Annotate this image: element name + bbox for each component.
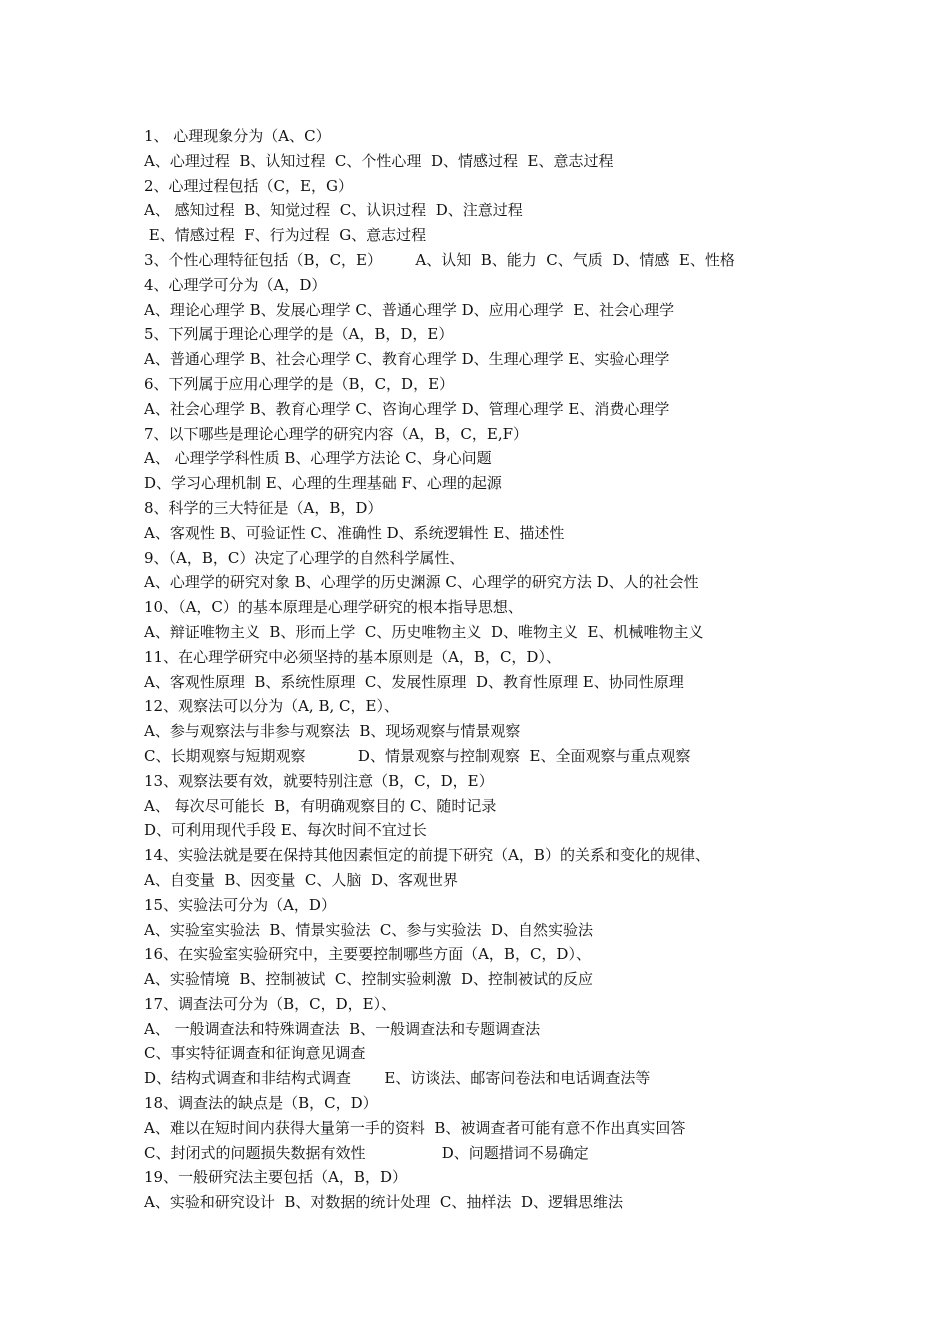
document-line: A、实验和研究设计 B、对数据的统计处理 C、抽样法 D、逻辑思维法 bbox=[144, 1193, 623, 1212]
document-line: A、客观性原理 B、系统性原理 C、发展性原理 D、教育性原理 E、协同性原理 bbox=[144, 672, 684, 691]
document-line: A、社会心理学 B、教育心理学 C、咨询心理学 D、管理心理学 E、消费心理学 bbox=[144, 399, 670, 418]
document-line: 2、心理过程包括（C，E，G） bbox=[144, 176, 353, 195]
document-line: A、实验情境 B、控制被试 C、控制实验刺激 D、控制被试的反应 bbox=[144, 970, 593, 989]
document-line: A、参与观察法与非参与观察法 B、现场观察与情景观察 bbox=[144, 722, 521, 741]
document-line: 13、观察法要有效，就要特别注意（B，C，D，E） bbox=[144, 771, 494, 790]
document-line: 10、（A，C）的基本原理是心理学研究的根本指导思想、 bbox=[144, 598, 523, 617]
document-line: D、可利用现代手段 E、每次时间不宜过长 bbox=[144, 821, 427, 840]
document-line: 12、观察法可以分为（A, B, C，E）、 bbox=[144, 697, 399, 716]
document-line: 9、（A，B，C）决定了心理学的自然科学属性、 bbox=[144, 548, 465, 567]
document-line: A、难以在短时间内获得大量第一手的资料 B、被调查者可能有意不作出真实回答 bbox=[144, 1118, 686, 1137]
document-line: A、客观性 B、可验证性 C、准确性 D、系统逻辑性 E、描述性 bbox=[144, 523, 565, 542]
document-line: A、 每次尽可能长 B，有明确观察目的 C、随时记录 bbox=[144, 796, 497, 815]
document-line: A、心理学的研究对象 B、心理学的历史渊源 C、心理学的研究方法 D、人的社会性 bbox=[144, 573, 699, 592]
document-body bbox=[144, 124, 804, 1215]
document-line: 6、下列属于应用心理学的是（B，C，D，E） bbox=[144, 374, 455, 393]
document-line: A、理论心理学 B、发展心理学 C、普通心理学 D、应用心理学 E、社会心理学 bbox=[144, 300, 675, 319]
document-line: D、学习心理机制 E、心理的生理基础 F、心理的起源 bbox=[144, 474, 502, 493]
document-line: 16、在实验室实验研究中，主要要控制哪些方面（A，B，C，D）、 bbox=[144, 945, 591, 964]
document-line: 5、下列属于理论心理学的是（A，B，D，E） bbox=[144, 325, 454, 344]
document-line: 19、一般研究法主要包括（A，B，D） bbox=[144, 1168, 407, 1187]
document-line: 17、调查法可分为（B，C，D，E）、 bbox=[144, 994, 397, 1013]
document-line: 3、个性心理特征包括（B，C，E） A、认知 B、能力 C、气质 D、情感 E、性格 bbox=[144, 250, 735, 269]
document-line: A、实验室实验法 B、情景实验法 C、参与实验法 D、自然实验法 bbox=[144, 920, 593, 939]
document-line: D、结构式调查和非结构式调查 E、访谈法、邮寄问卷法和电话调查法等 bbox=[144, 1069, 651, 1088]
document-line: A、 感知过程 B、知觉过程 C、认识过程 D、注意过程 bbox=[144, 201, 523, 220]
document-line: 1、 心理现象分为（A、C） bbox=[144, 127, 331, 145]
document-line: A、辩证唯物主义 B、形而上学 C、历史唯物主义 D、唯物主义 E、机械唯物主义 bbox=[144, 622, 704, 641]
document-line: E、情感过程 F、行为过程 G、意志过程 bbox=[144, 226, 427, 245]
document-line: 15、实验法可分为（A，D） bbox=[144, 895, 336, 914]
document-line: C、长期观察与短期观察 D、情景观察与控制观察 E、全面观察与重点观察 bbox=[144, 746, 691, 765]
document-line: 14、实验法就是要在保持其他因素恒定的前提下研究（A，B）的关系和变化的规律、 bbox=[144, 846, 710, 865]
document-line: 8、科学的三大特征是（A，B，D） bbox=[144, 498, 383, 517]
document-line: C、封闭式的问题损失数据有效性 D、问题措词不易确定 bbox=[144, 1143, 589, 1162]
document-line: 11、在心理学研究中必须坚持的基本原则是（A，B，C，D）、 bbox=[144, 647, 561, 666]
document-line: A、自变量 B、因变量 C、人脑 D、客观世界 bbox=[144, 870, 458, 889]
document-line: A、 一般调查法和特殊调查法 B、一般调查法和专题调查法 bbox=[144, 1019, 541, 1038]
document-line: 18、调查法的缺点是（B，C，D） bbox=[144, 1094, 378, 1113]
document-line: 7、以下哪些是理论心理学的研究内容（A，B，C，E,F） bbox=[144, 424, 529, 443]
document-line: A、普通心理学 B、社会心理学 C、教育心理学 D、生理心理学 E、实验心理学 bbox=[144, 350, 670, 369]
document-line: A、 心理学学科性质 B、心理学方法论 C、身心问题 bbox=[144, 449, 492, 468]
document-line: A、心理过程 B、认知过程 C、个性心理 D、情感过程 E、意志过程 bbox=[144, 151, 614, 170]
document-line: C、事实特征调查和征询意见调查 bbox=[144, 1044, 366, 1063]
document-line: 4、心理学可分为（A，D） bbox=[144, 275, 327, 294]
